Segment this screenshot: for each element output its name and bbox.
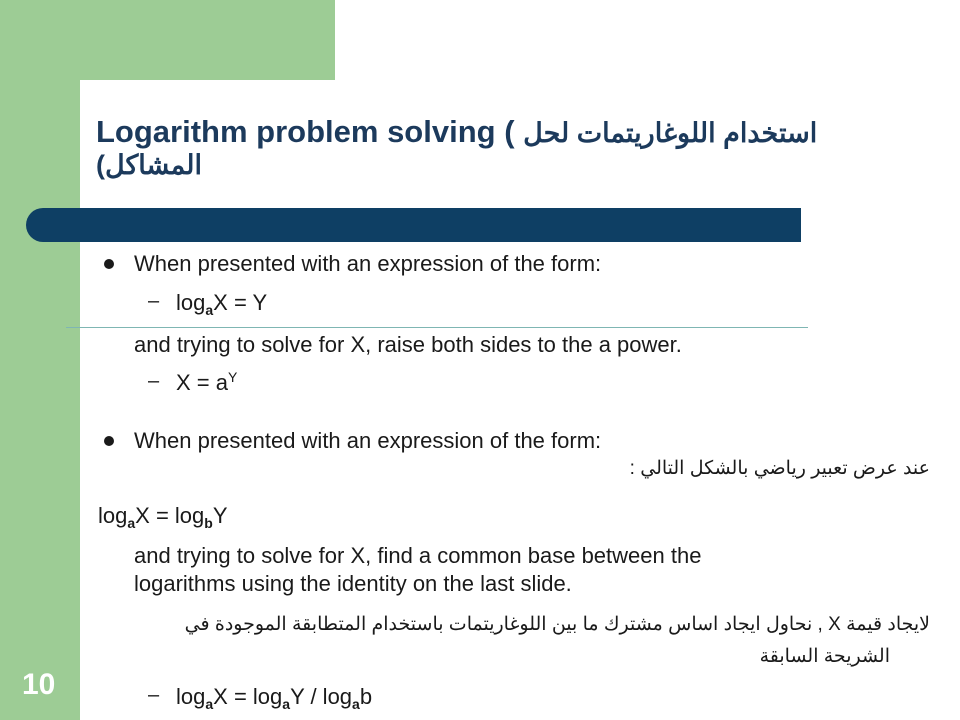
arabic-note-1: عند عرض تعبير رياضي بالشكل التالي : — [629, 458, 930, 479]
title-english: Logarithm problem solving ( — [96, 114, 515, 149]
divider-line — [66, 327, 808, 328]
bullet-1-text: When presented with an expression of the form: — [134, 251, 602, 276]
bullet-2-continuation-1: and trying to solve for X, find a common base between the — [134, 543, 702, 568]
bullet-1-continuation: and trying to solve for X, raise both sides to the a power. — [134, 332, 682, 357]
title-arabic: استخدام اللوغاريتمات لحل — [523, 118, 818, 148]
sub-bullet-dash: – — [148, 370, 160, 392]
equation-3: $\log_aX = \log_bY$ — [98, 503, 228, 531]
slide-title — [96, 112, 896, 153]
sub-bullet-dash: – — [148, 290, 160, 312]
top-accent-block — [0, 0, 335, 80]
equation-1: $\log_aX = Y$ — [176, 290, 268, 318]
bullet-dot — [104, 259, 114, 269]
bullet-2-continuation-2: logarithms using the identity on the last slide. — [134, 571, 572, 596]
equation-4: $\log_aX = \log_aY / \log_ab$ — [176, 684, 373, 712]
bullet-2-text: When presented with an expression of the form: — [134, 428, 602, 453]
title-underline-bar — [26, 208, 801, 242]
slide-number: 10 — [22, 668, 56, 701]
bullet-dot — [104, 436, 114, 446]
arabic-note-2-line-2: الشريحة السابقة — [759, 646, 890, 667]
arabic-note-2-line-1: لايجاد قيمة X , نحاول ايجاد اساس مشترك ما بين اللوغاريتمات باستخدام المتطابقة الموجودة في — [184, 614, 930, 635]
title-line2: المشاكل) — [96, 150, 202, 180]
left-accent-bar — [0, 0, 80, 720]
sub-bullet-dash: – — [148, 684, 160, 706]
equation-2: $X = a^Y$ — [176, 369, 238, 395]
